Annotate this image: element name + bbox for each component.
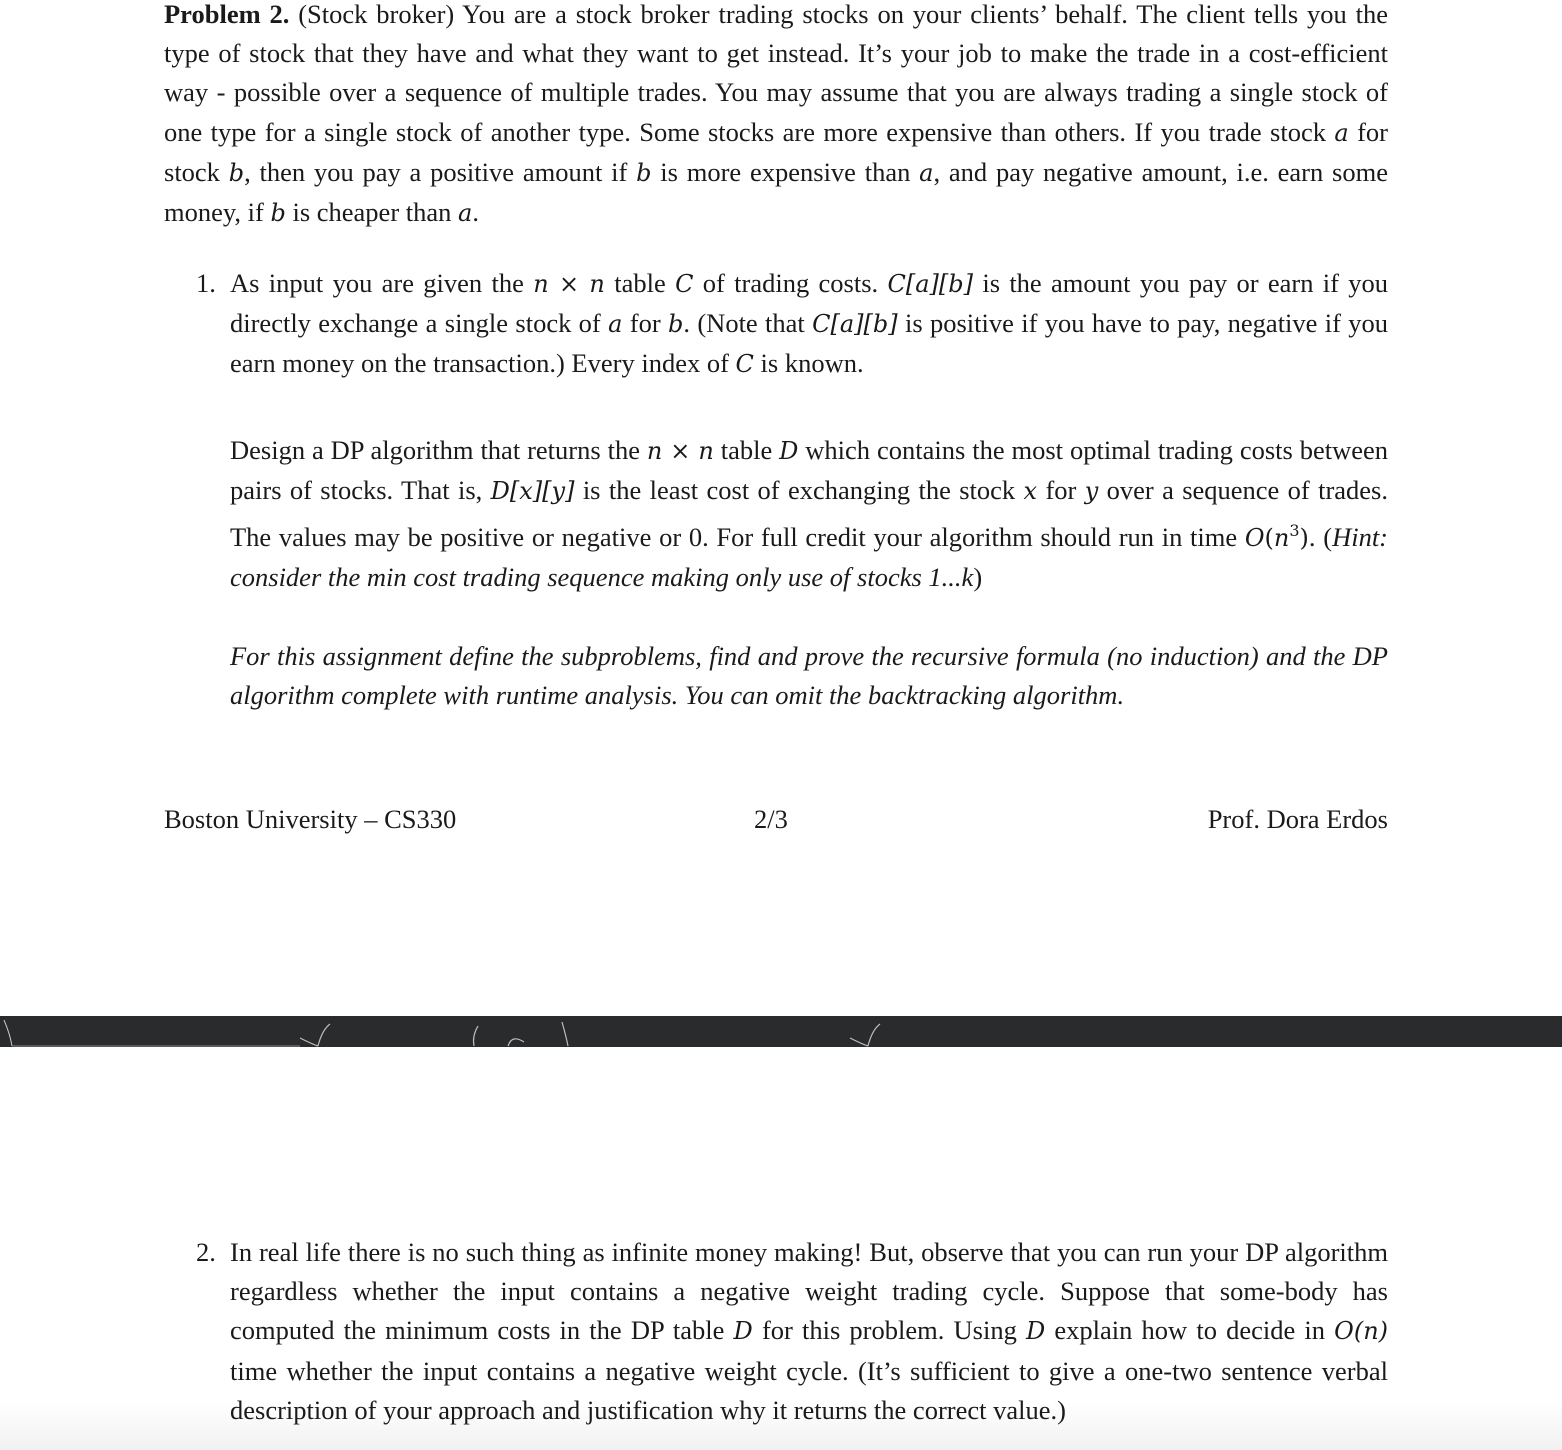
big-o-n-cubed: $O(n^3)$	[1244, 521, 1309, 553]
item-number-1: 1.	[196, 268, 216, 298]
var-a: a	[1334, 118, 1349, 147]
item-2-text: In real life there is no such thing as infinite money making! But, observe that you can run your DP algorithm regardless whether the input contains a negative weight trading cycle. Suppose that some-body has computed the minimum costs in the DP table D for this problem. Using D explain how to decide in O(n) time whether the input contains a negative weight cycle. (It’s sufficient to give a one-two sentence verbal description of your approach and justification why it returns the correct value.)	[230, 1237, 1389, 1425]
n-by-n: n × n	[646, 437, 714, 465]
var-D: D	[733, 1317, 753, 1346]
footer-page-number: 2/3	[754, 804, 788, 834]
var-b: b	[228, 158, 245, 187]
var-C: C	[675, 270, 694, 298]
item-1-text: As input you are given the n × n table C of trading costs. C[a][b] is the amount you pay or earn if you directly exchange a single stock of a for b. (Note that C[a][b] is positive if you have to pay, negative if you earn money on the transaction.) Every index of C is known.	[230, 268, 1389, 379]
problem-heading: Problem 2.	[164, 0, 290, 29]
C-a-b: C[a][b]	[887, 270, 973, 298]
problem-title: (Stock broker)	[298, 0, 455, 29]
var-b: b	[636, 158, 652, 187]
var-b: b	[668, 310, 684, 339]
footer-professor: Prof. Dora Erdos	[1207, 804, 1388, 834]
var-y: y	[1084, 477, 1099, 506]
assignment-instructions: For this assignment define the subproblems, find and prove the recursive formula (no induction) and the DP algorithm complete with runtime analysis. You can omit the backtracking algorithm.	[230, 641, 1388, 711]
design-paragraph: Design a DP algorithm that returns the n × n table D which contains the most optimal trading costs between pairs of stocks. That is, D[x][y] is the least cost of exchanging the stock x for y over a sequence of trades. The values may be positive or negative or 0. For full credit your algorithm should run in time $O(n^3)$. (Hint: consider the min cost trading sequence making only use of stocks 1...k)	[230, 435, 1389, 593]
n-by-n: n × n	[533, 270, 605, 298]
D-x-y: D[x][y]	[490, 477, 575, 506]
var-b: b	[270, 199, 286, 228]
var-a: a	[458, 199, 473, 228]
big-o-n: O(n)	[1334, 1317, 1389, 1346]
var-D: D	[779, 437, 799, 465]
var-C: C	[735, 350, 754, 379]
hint-text: Hint: consider the min cost trading sequence making only use of stocks 1...k	[230, 522, 1388, 593]
separator-bleed-marks	[0, 1016, 1562, 1047]
var-a: a	[608, 310, 623, 339]
footer-university: Boston University – CS330	[164, 804, 457, 834]
var-a: a	[919, 158, 934, 187]
item-number-2: 2.	[196, 1237, 216, 1267]
C-a-b: C[a][b]	[812, 310, 898, 339]
var-D: D	[1025, 1317, 1046, 1346]
var-x: x	[1023, 477, 1038, 506]
problem-statement: Problem 2. (Stock broker) You are a stock broker trading stocks on your clients’ behalf. The client tells you the type of stock that they have and what they want to get instead. It’s your job to make the trade in a cost-efficient way - possible over a sequence of multiple trades. You may assume that you are always trading a single stock of one type for a single stock of another type. Some stocks are more expensive than others. If you trade stock a for stock b, then you pay a positive amount if b is more expensive than a, and pay negative amount, i.e. earn some money, if b is cheaper than a.	[164, 0, 1388, 228]
page-separator	[0, 1016, 1562, 1047]
page-3	[0, 1047, 1562, 1450]
